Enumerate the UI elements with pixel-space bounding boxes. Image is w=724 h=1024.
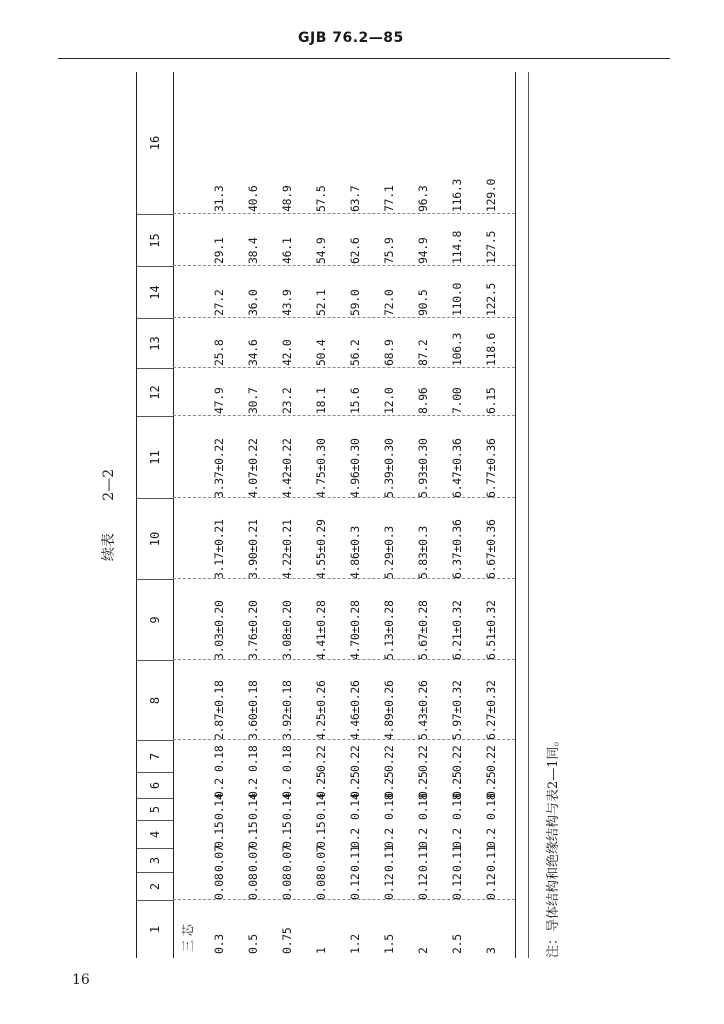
- column-divider: [173, 415, 515, 416]
- table-cell: 0.14: [348, 793, 362, 820]
- table-cell: 0.07: [212, 845, 226, 872]
- table-cell: 0.75: [280, 927, 294, 954]
- table-cell: 6.37±0.36: [450, 519, 464, 579]
- table-cell: 6.15: [484, 387, 498, 414]
- column-divider: [173, 367, 515, 368]
- table-row: [203, 72, 235, 958]
- table-row: [339, 72, 371, 958]
- table-cell: 0.07: [314, 845, 328, 872]
- table-cell: 34.6: [246, 339, 260, 366]
- table-cell: 0.2: [382, 828, 396, 848]
- table-cell: 0.11: [450, 845, 464, 872]
- table-cell: 3.08±0.20: [280, 600, 294, 660]
- note-separator: [528, 72, 529, 958]
- table-cell: 2.87±0.18: [212, 680, 226, 740]
- table-cell: 31.3: [212, 185, 226, 212]
- column-divider: [173, 578, 515, 579]
- table-cell: 127.5: [484, 230, 498, 264]
- column-divider: [173, 213, 515, 214]
- table-cell: 62.6: [348, 237, 362, 264]
- table-cell: 0.11: [484, 845, 498, 872]
- table-cell: 5.29±0.3: [382, 526, 396, 579]
- table-cell: 94.9: [416, 237, 430, 264]
- table-cell: 0.5: [246, 934, 260, 954]
- table-cell: 0.12: [416, 873, 430, 900]
- table-cell: 57.5: [314, 185, 328, 212]
- table-cell: 68.9: [382, 339, 396, 366]
- table-cell: 4.55±0.29: [314, 519, 328, 579]
- column-divider: [173, 265, 515, 266]
- column-header-11: 11: [137, 416, 173, 498]
- column-header-12: 12: [137, 368, 173, 416]
- table-cell: 0.2: [348, 828, 362, 848]
- table-cell: 5.43±0.26: [416, 680, 430, 740]
- table-cell: 0.08: [280, 873, 294, 900]
- table-row: [373, 72, 405, 958]
- column-divider: [173, 899, 515, 900]
- table-cell: 0.14: [280, 793, 294, 820]
- column-header-7: 7: [137, 740, 173, 772]
- column-header-9: 9: [137, 579, 173, 660]
- table-cell: 15.6: [348, 387, 362, 414]
- column-divider: [173, 659, 515, 660]
- table-cell: 0.22: [484, 745, 498, 772]
- table-cell: 0.14: [212, 793, 226, 820]
- table-cell: 4.96±0.30: [348, 438, 362, 498]
- table-cell: 87.2: [416, 339, 430, 366]
- table-cell: 7.00: [450, 387, 464, 414]
- table-cell: 0.11: [348, 845, 362, 872]
- table-cell: 0.12: [484, 873, 498, 900]
- table-cell: 52.1: [314, 289, 328, 316]
- table-cell: 0.2: [246, 778, 260, 798]
- table-cell: 5.93±0.30: [416, 438, 430, 498]
- table-cell: 0.08: [314, 873, 328, 900]
- table-cell: 0.22: [416, 745, 430, 772]
- table-cell: 40.6: [246, 185, 260, 212]
- table-caption: [98, 72, 118, 958]
- table-row: [475, 72, 507, 958]
- table-cell: 4.07±0.22: [246, 438, 260, 498]
- table-cell: 3.03±0.20: [212, 600, 226, 660]
- table-cell: 18.1: [314, 387, 328, 414]
- table-cell: 0.25: [416, 771, 430, 798]
- table-cell: 0.25: [450, 771, 464, 798]
- table-cell: 2.5: [450, 934, 464, 954]
- table-cell: 4.46±0.26: [348, 680, 362, 740]
- table-cell: 90.5: [416, 289, 430, 316]
- table-cell: 4.70±0.28: [348, 600, 362, 660]
- data-table: [136, 72, 516, 958]
- table-cell: 3.76±0.20: [246, 600, 260, 660]
- table-cell: 4.75±0.30: [314, 438, 328, 498]
- table-cell: 0.07: [246, 845, 260, 872]
- table-cell: 0.08: [246, 873, 260, 900]
- table-cell: 1: [314, 947, 328, 954]
- table-cell: 8.96: [416, 387, 430, 414]
- table-cell: 5.13±0.28: [382, 600, 396, 660]
- rotated-page-content: [58, 72, 670, 958]
- column-header-3: 3: [137, 848, 173, 872]
- table-cell: 6.51±0.32: [484, 600, 498, 660]
- table-cell: 3: [484, 947, 498, 954]
- table-cell: 116.3: [450, 178, 464, 212]
- table-cell: 0.2: [416, 828, 430, 848]
- table-row: [407, 72, 439, 958]
- caption-label: 续表: [101, 533, 117, 562]
- table-cell: 0.15: [212, 821, 226, 848]
- table-cell: 1.5: [382, 934, 396, 954]
- column-header-8: 8: [137, 660, 173, 740]
- table-cell: 0.22: [382, 745, 396, 772]
- table-cell: 0.11: [382, 845, 396, 872]
- table-cell: 0.18: [212, 745, 226, 772]
- table-cell: 0.11: [416, 845, 430, 872]
- page-number: 16: [72, 972, 90, 988]
- table-cell: 4.25±0.26: [314, 680, 328, 740]
- table-cell: 114.8: [450, 230, 464, 264]
- table-cell: 122.5: [484, 282, 498, 316]
- table-row: [441, 72, 473, 958]
- table-cell: 1.2: [348, 934, 362, 954]
- table-cell: 6.67±0.36: [484, 519, 498, 579]
- table-cell: 47.9: [212, 387, 226, 414]
- table-header-row: [137, 72, 174, 958]
- table-cell: 0.18: [382, 793, 396, 820]
- table-cell: 4.41±0.28: [314, 600, 328, 660]
- table-cell: 0.12: [450, 873, 464, 900]
- table-cell: 129.0: [484, 178, 498, 212]
- table-cell: 0.18: [484, 793, 498, 820]
- caption-number: 2—2: [101, 468, 117, 501]
- table-cell: 96.3: [416, 185, 430, 212]
- table-cell: 42.0: [280, 339, 294, 366]
- table-cell: 110.0: [450, 282, 464, 316]
- table-cell: 0.2: [484, 828, 498, 848]
- table-cell: 3.60±0.18: [246, 680, 260, 740]
- table-subheader: 三 芯: [181, 924, 195, 952]
- table-cell: 0.22: [348, 745, 362, 772]
- table-cell: 5.39±0.30: [382, 438, 396, 498]
- table-cell: 0.12: [382, 873, 396, 900]
- table-cell: 0.14: [246, 793, 260, 820]
- table-cell: 25.8: [212, 339, 226, 366]
- table-cell: 0.25: [382, 771, 396, 798]
- table-row: [237, 72, 269, 958]
- table-cell: 0.25: [314, 771, 328, 798]
- table-cell: 0.25: [484, 771, 498, 798]
- table-cell: 0.08: [212, 873, 226, 900]
- table-cell: 4.89±0.26: [382, 680, 396, 740]
- table-cell: 118.6: [484, 332, 498, 366]
- table-cell: 50.4: [314, 339, 328, 366]
- table-cell: 106.3: [450, 332, 464, 366]
- column-header-15: 15: [137, 214, 173, 266]
- table-cell: 29.1: [212, 237, 226, 264]
- table-cell: 6.47±0.36: [450, 438, 464, 498]
- table-cell: 46.1: [280, 237, 294, 264]
- table-cell: 4.42±0.22: [280, 438, 294, 498]
- table-cell: 0.15: [246, 821, 260, 848]
- table-cell: 4.86±0.3: [348, 526, 362, 579]
- column-header-4: 4: [137, 820, 173, 848]
- table-cell: 12.0: [382, 387, 396, 414]
- column-header-6: 6: [137, 772, 173, 798]
- table-cell: 30.7: [246, 387, 260, 414]
- table-cell: 54.9: [314, 237, 328, 264]
- table-cell: 6.27±0.32: [484, 680, 498, 740]
- table-cell: 0.18: [450, 793, 464, 820]
- table-cell: 0.22: [314, 745, 328, 772]
- table-cell: 43.9: [280, 289, 294, 316]
- column-header-14: 14: [137, 266, 173, 318]
- table-cell: 56.2: [348, 339, 362, 366]
- column-header-2: 2: [137, 872, 173, 900]
- column-header-5: 5: [137, 798, 173, 820]
- table-cell: 3.17±0.21: [212, 519, 226, 579]
- table-cell: 63.7: [348, 185, 362, 212]
- table-cell: 0.07: [280, 845, 294, 872]
- table-cell: 59.0: [348, 289, 362, 316]
- table-row: [305, 72, 337, 958]
- table-cell: 27.2: [212, 289, 226, 316]
- column-header-16: 16: [148, 135, 162, 151]
- table-cell: 0.2: [450, 828, 464, 848]
- table-cell: 3.37±0.22: [212, 438, 226, 498]
- table-cell: 72.0: [382, 289, 396, 316]
- table-cell: 6.21±0.32: [450, 600, 464, 660]
- table-cell: 0.15: [280, 821, 294, 848]
- table-cell: 77.1: [382, 185, 396, 212]
- table-cell: 2: [416, 947, 430, 954]
- header-rule: [58, 58, 670, 59]
- table-cell: 5.97±0.32: [450, 680, 464, 740]
- table-cell: 0.2: [280, 778, 294, 798]
- table-note: 注：导体结构和绝缘结构与表2—1同。: [546, 733, 561, 958]
- column-header-1: 1: [137, 900, 173, 958]
- table-cell: 75.9: [382, 237, 396, 264]
- table-cell: 4.22±0.21: [280, 519, 294, 579]
- table-cell: 0.3: [212, 934, 226, 954]
- table-cell: 6.77±0.36: [484, 438, 498, 498]
- table-cell: 0.15: [314, 821, 328, 848]
- table-cell: 0.18: [416, 793, 430, 820]
- table-cell: 0.18: [246, 745, 260, 772]
- column-header-13: 13: [137, 318, 173, 368]
- table-cell: 0.25: [348, 771, 362, 798]
- column-divider: [173, 739, 515, 740]
- table-cell: 3.92±0.18: [280, 680, 294, 740]
- table-cell: 0.22: [450, 745, 464, 772]
- standard-code: GJB 76.2—85: [298, 30, 404, 46]
- table-cell: 5.83±0.3: [416, 526, 430, 579]
- column-header-10: 10: [137, 498, 173, 579]
- table-cell: 48.9: [280, 185, 294, 212]
- table-cell: 0.18: [280, 745, 294, 772]
- table-cell: 3.90±0.21: [246, 519, 260, 579]
- table-row: [271, 72, 303, 958]
- column-divider: [173, 497, 515, 498]
- table-cell: 38.4: [246, 237, 260, 264]
- table-cell: 0.14: [314, 793, 328, 820]
- table-cell: 23.2: [280, 387, 294, 414]
- table-cell: 0.2: [212, 778, 226, 798]
- table-cell: 5.67±0.28: [416, 600, 430, 660]
- table-cell: 36.0: [246, 289, 260, 316]
- table-cell: 0.12: [348, 873, 362, 900]
- column-divider: [173, 317, 515, 318]
